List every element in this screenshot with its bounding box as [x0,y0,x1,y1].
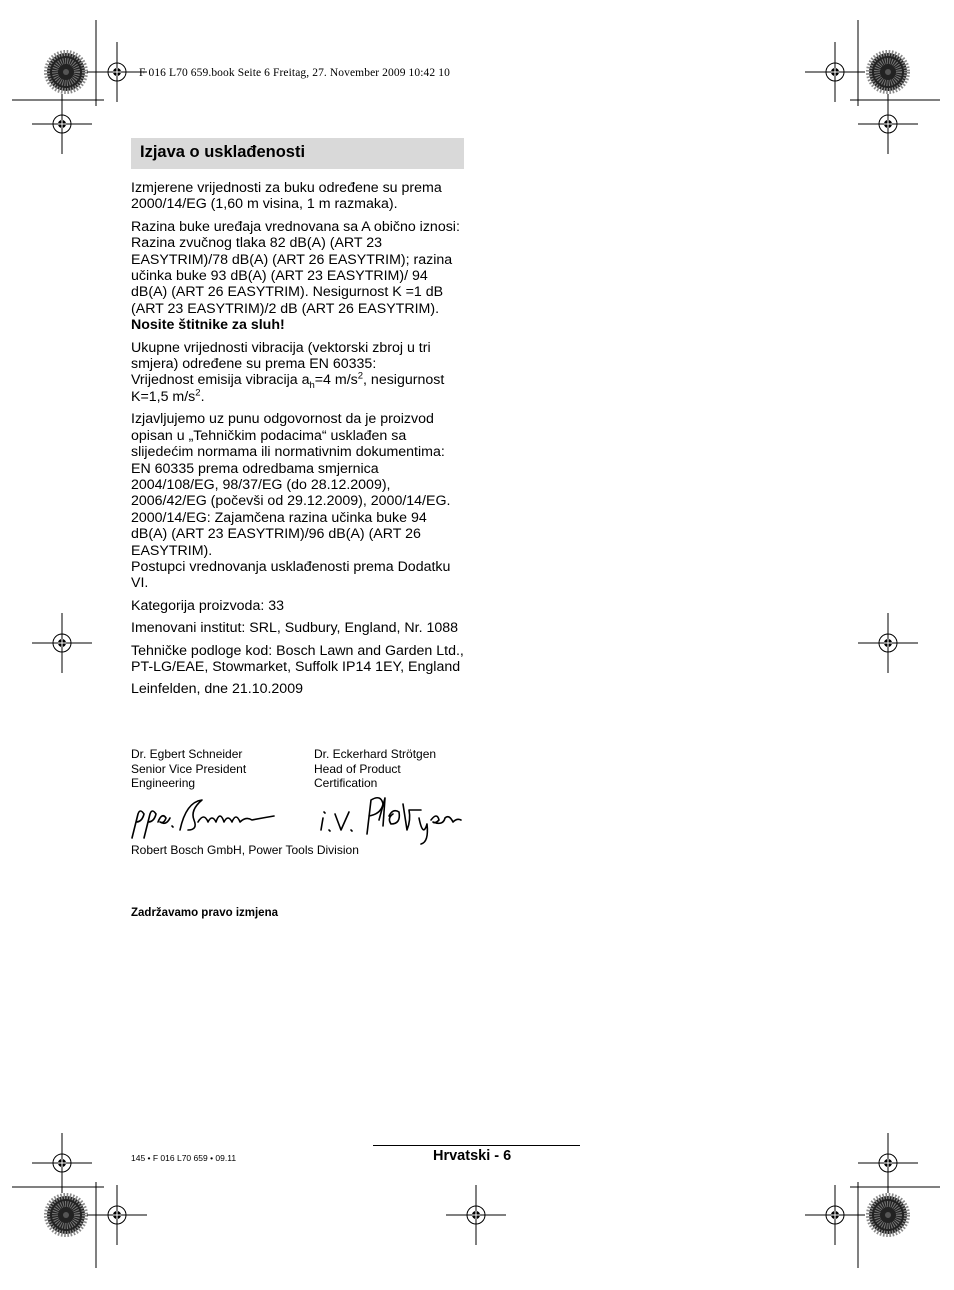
vibration-subscript: h [309,380,315,392]
signatory-right-name: Dr. Eckerhard Strötgen [314,747,437,761]
reserve-note: Zadržavamo pravo izmjena [131,907,278,919]
signatory-left-name: Dr. Egbert Schneider [131,747,243,761]
vibration-text-3: =4 m/s [314,372,358,389]
signatory-left-title-2: Engineering [131,776,196,790]
footer-code: 145 • F 016 L70 659 • 09.11 [131,1153,237,1163]
vibration-superscript-2: 2 [195,387,201,399]
technical-file: Tehničke podloge kod: Bosch Lawn and Garden Ltd., PT-LG/EAE, Stowmarket, Suffolk IP14 1EY, England [131,642,464,675]
company-name: Robert Bosch GmbH, Power Tools Division [131,843,359,857]
vibration-text-2: Vrijednost emisija vibracija a [131,372,310,389]
signatory-left-title-1: Senior Vice President [131,761,247,776]
signatory-right-title-2: Certification [314,776,378,790]
vibration-text-5: . [200,388,205,405]
vibration-text-4: , nesigurnost K=1,5 m/s [131,372,445,405]
vibration-superscript-1: 2 [357,370,364,382]
product-category: Kategorija proizvoda: 33 [131,597,285,614]
signature-left [128,792,288,842]
signatory-right [314,747,494,791]
place-date: Leinfelden, dne 21.10.2009 [131,681,303,698]
noise-measurement-paragraph: Izmjerene vrijednosti za buku određene su prema 2000/14/EG (1,60 m visina, 1 m razmaka). [131,180,442,213]
notified-body: Imenovani institut: SRL, Sudbury, England, Nr. 1088 [131,620,459,637]
hearing-protection-note: Nosite štitnike za sluh! [131,317,285,334]
signature-right [315,790,465,846]
vibration-text-1: Ukupne vrijednosti vibracija (vektorski zbroj u tri smjera) određene su prema EN 60335: [131,339,431,373]
conformity-statement: Izjavljujemo uz punu odgovornost da je proizvod opisan u „Tehničkim podacima“ usklađen sa slijedećim normama ili normativnim dokumentima: EN 60335 prema odredbama smjernica 2004/108/EG, 98/37/EG (do 28.12.2009), 2006/42/EG (počevši od 29.12.2009), 2000/14/EG. 2000/14/EG: Zajamčena razina učinka buke 94 dB(A) (ART 23 EASYTRIM)/96 dB(A) (ART 26 EASYTRIM). Postupci vrednovanja usklađenosti prema Dodatku VI. [131,411,451,592]
section-title-bar [131,138,464,169]
print-header: F 016 L70 659.book Seite 6 Freitag, 27. November 2009 10:42 10 [139,67,450,79]
section-title: Izjava o usklađenosti [140,143,306,161]
signatory-right-title-1: Head of Product [314,761,401,776]
footer-rule [373,1145,580,1146]
noise-level-paragraph: Razina buke uređaja vrednovana sa A obično iznosi: Razina zvučnog tlaka 82 dB(A) (ART 23 EASYTRIM)/78 dB(A) (ART 26 EASYTRIM); razina učinka buke 93 dB(A) (ART 23 EASYTRIM)/ 94 dB(A) (ART 26 EASYTRIM). Nesigurnost K =1 dB (ART 23 EASYTRIM)/2 dB (ART 26 EASYTRIM). [131,218,460,317]
footer-page-label: Hrvatski - 6 [433,1148,512,1164]
signatory-left [131,747,311,791]
declaration-body [131,180,466,704]
vibration-paragraph [131,340,466,406]
